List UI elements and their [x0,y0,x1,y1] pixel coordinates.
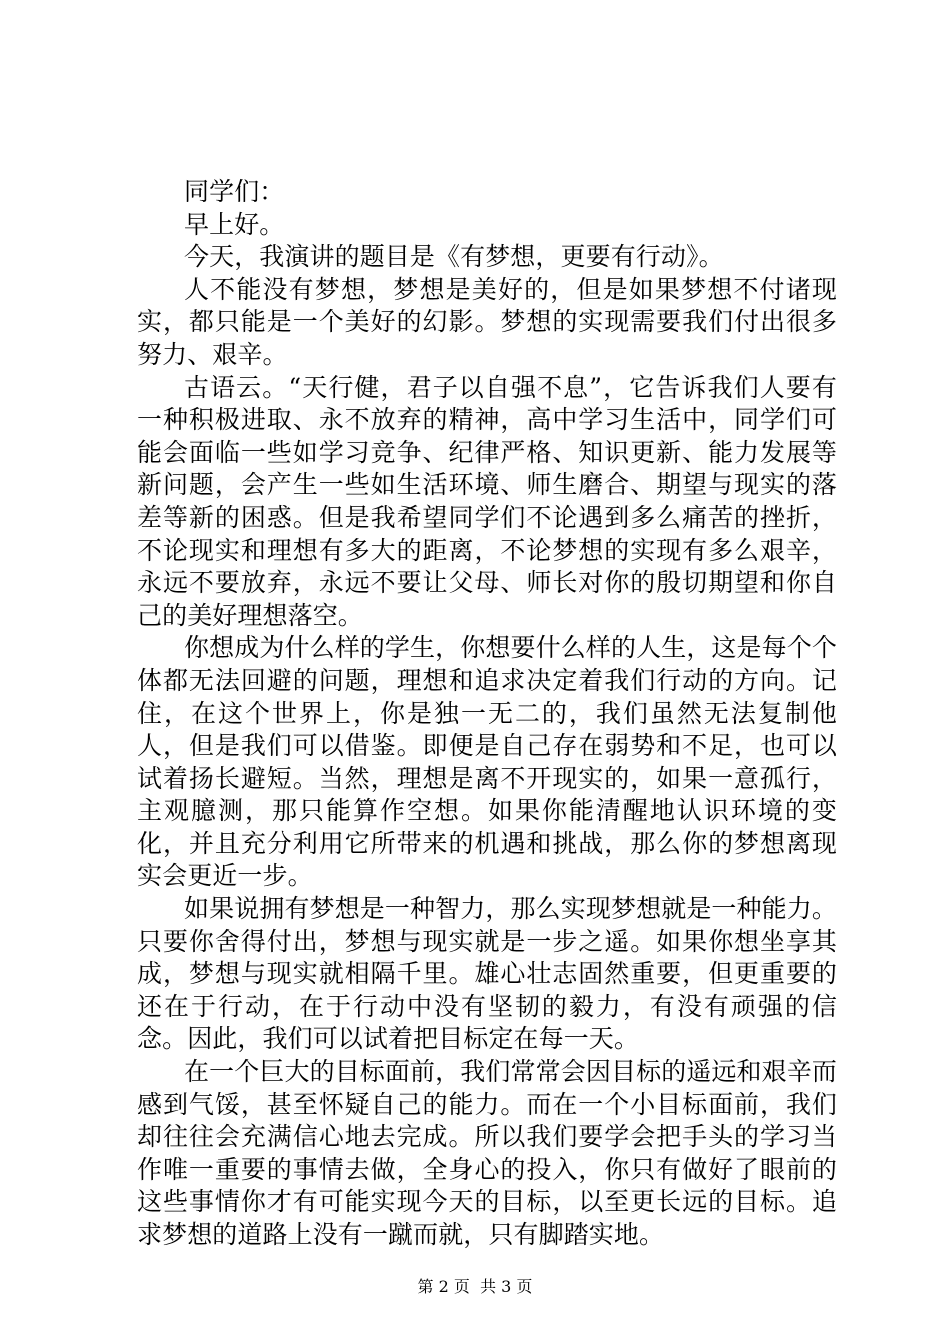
document-body [137,176,837,1252]
body-paragraph: 你想成为什么样的学生，你想要什么样的人生，这是每个个体都无法回避的问题，理想和追求决定着我们行动的方向。记住，在这个世界上，你是独一无二的，我们虽然无法复制他人，但是我们可以借鉴。即便是自己存在弱势和不足，也可以试着扬长避短。当然，理想是离不开现实的，如果一意孤行，主观臆测，那只能算作空想。如果你能清醒地认识环境的变化，并且充分利用它所带来的机遇和挑战，那么你的梦想离现实会更近一步。 [137,633,837,891]
body-paragraph: 如果说拥有梦想是一种智力，那么实现梦想就是一种能力。只要你舍得付出，梦想与现实就是一步之遥。如果你想坐享其成，梦想与现实就相隔千里。雄心壮志固然重要，但更重要的还在于行动，在于行动中没有坚韧的毅力，有没有顽强的信念。因此，我们可以试着把目标定在每一天。 [137,894,837,1054]
speech-title-line: 今天，我演讲的题目是《有梦想，更要有行动》。 [184,242,724,272]
body-paragraph: 人不能没有梦想，梦想是美好的，但是如果梦想不付诸现实，都只能是一个美好的幻影。梦想的实现需要我们付出很多努力、艰辛。 [137,274,837,369]
greeting: 早上好。 [184,209,285,239]
salutation: 同学们： [184,177,285,206]
body-paragraph: 古语云。“天行健，君子以自强不息”，它告诉我们人要有一种积极进取、永不放弃的精神，高中学习生活中，同学们可能会面临一些如学习竞争、纪律严格、知识更新、能力发展等新问题，会产生一些如生活环境、师生磨合、期望与现实的落差等新的困惑。但是我希望同学们不论遇到多么痛苦的挫折，不论现实和理想有多大的距离，不论梦想的实现有多么艰辛，永远不要放弃，永远不要让父母、师长对你的殷切期望和你自己的美好理想落空。 [137,372,837,630]
page-number-footer: 第 2 页 共 3 页 [417,1277,533,1296]
body-paragraph: 在一个巨大的目标面前，我们常常会因目标的遥远和艰辛而感到气馁，甚至怀疑自己的能力。而在一个小目标面前，我们却往往会充满信心地去完成。所以我们要学会把手头的学习当作唯一重要的事情去做，全身心的投入，你只有做好了眼前的这些事情你才有可能实现今天的目标，以至更长远的目标。追求梦想的道路上没有一蹴而就，只有脚踏实地。 [137,1057,837,1249]
